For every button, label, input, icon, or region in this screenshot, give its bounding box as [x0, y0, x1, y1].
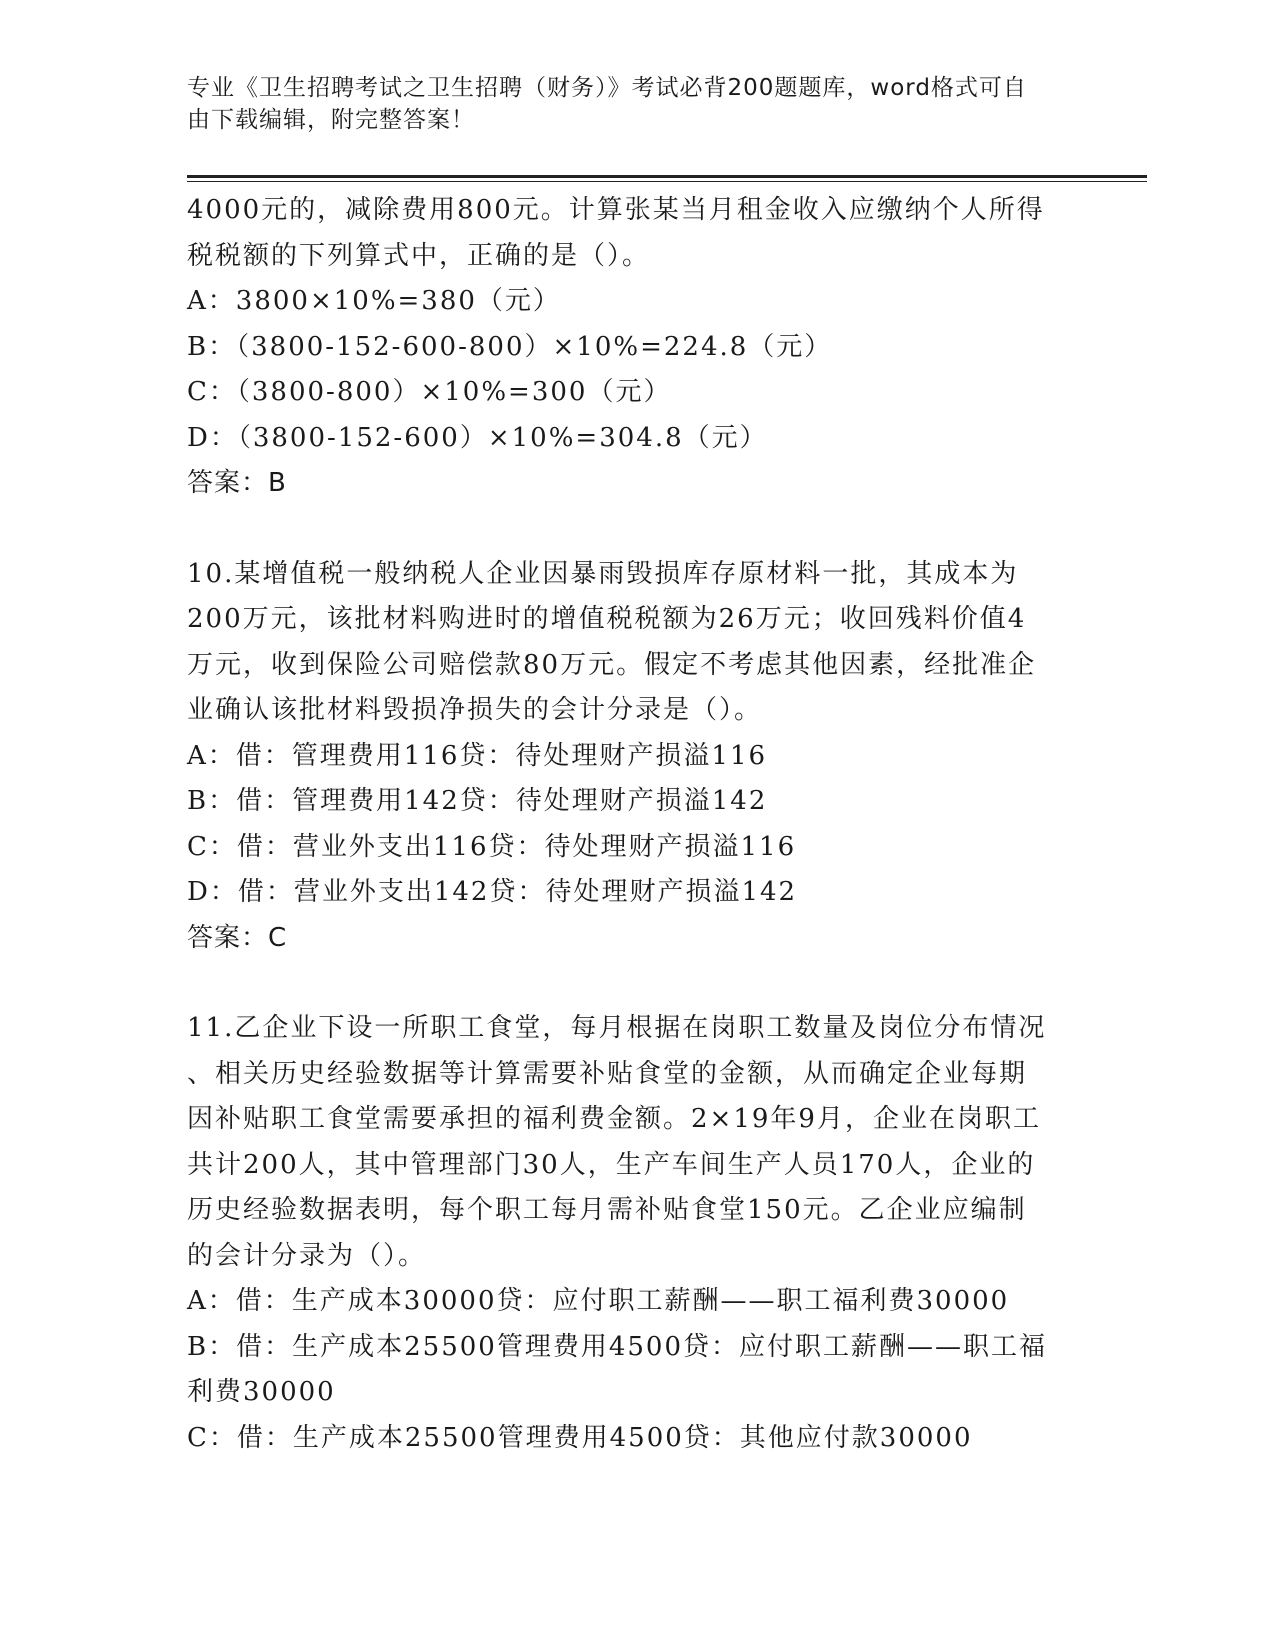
question-10-answer: 答案：C: [187, 922, 288, 953]
question-11-option-a: A：借：生产成本30000贷：应付职工薪酬——职工福利费30000: [187, 1286, 1010, 1316]
question-9-option-d: D：（3800-152-600）×10%=304.8（元）: [187, 422, 768, 453]
header-line-1: 专业《卫生招聘考试之卫生招聘（财务）》考试必背200题题库，word格式可自: [187, 75, 1027, 101]
header-divider-thick: [187, 175, 1147, 178]
question-10: [187, 552, 1077, 962]
question-10-stem-line-2: 200万元，该批材料购进时的增值税税额为26万元；收回残料价值4: [187, 604, 1027, 634]
question-11-stem-line-3: 因补贴职工食堂需要承担的福利费金额。2×19年9月，企业在岗职工: [187, 1104, 1041, 1134]
question-10-stem-line-1: 10.某增值税一般纳税人企业因暴雨毁损库存原材料一批，其成本为: [187, 558, 1019, 589]
question-9-stem-line-2: 税税额的下列算式中，正确的是（）。: [187, 240, 651, 271]
document-header: [187, 72, 1067, 136]
header-divider-thin: [187, 181, 1147, 182]
question-10-option-b: B：借：管理费用142贷：待处理财产损溢142: [187, 786, 768, 816]
question-10-stem-line-4: 业确认该批材料毁损净损失的会计分录是（）。: [187, 695, 763, 725]
question-10-option-d: D：借：营业外支出142贷：待处理财产损溢142: [187, 877, 798, 907]
question-9-answer: 答案：B: [187, 468, 287, 498]
question-9-option-b: B：（3800-152-600-800）×10%=224.8（元）: [187, 331, 833, 362]
document-body: [187, 188, 1077, 1461]
question-10-option-c: C：借：营业外支出116贷：待处理财产损溢116: [187, 831, 797, 862]
question-9: [187, 188, 1077, 507]
question-11-stem-line-5: 历史经验数据表明，每个职工每月需补贴食堂150元。乙企业应编制: [187, 1195, 1027, 1225]
question-9-option-a: A：3800×10%=380（元）: [187, 286, 561, 316]
question-11-option-c: C：借：生产成本25500管理费用4500贷：其他应付款30000: [187, 1422, 973, 1453]
question-11-stem-line-2: 、相关历史经验数据等计算需要补贴食堂的金额，从而确定企业每期: [187, 1058, 1028, 1089]
question-10-option-a: A：借：管理费用116贷：待处理财产损溢116: [187, 740, 768, 771]
question-11: [187, 1006, 1077, 1461]
spacer: [187, 961, 1077, 1006]
header-line-2: 由下载编辑，附完整答案！: [187, 107, 475, 133]
question-11-stem-line-1: 11.乙企业下设一所职工食堂，每月根据在岗职工数量及岗位分布情况: [187, 1013, 1047, 1043]
question-11-option-b-line-1: B：借：生产成本25500管理费用4500贷：应付职工薪酬——职工福: [187, 1331, 1047, 1362]
question-11-option-b-line-2: 利费30000: [187, 1377, 336, 1407]
question-10-stem-line-3: 万元，收到保险公司赔偿款80万元。假定不考虑其他因素，经批准企: [187, 649, 1037, 680]
question-11-stem-line-4: 共计200人，其中管理部门30人，生产车间生产人员170人，企业的: [187, 1149, 1036, 1180]
question-9-option-c: C：（3800-800）×10%=300（元）: [187, 377, 672, 407]
question-11-stem-line-6: 的会计分录为（）。: [187, 1240, 427, 1271]
question-9-stem-line-1: 4000元的，减除费用800元。计算张某当月租金收入应缴纳个人所得: [187, 195, 1045, 225]
spacer: [187, 507, 1077, 552]
